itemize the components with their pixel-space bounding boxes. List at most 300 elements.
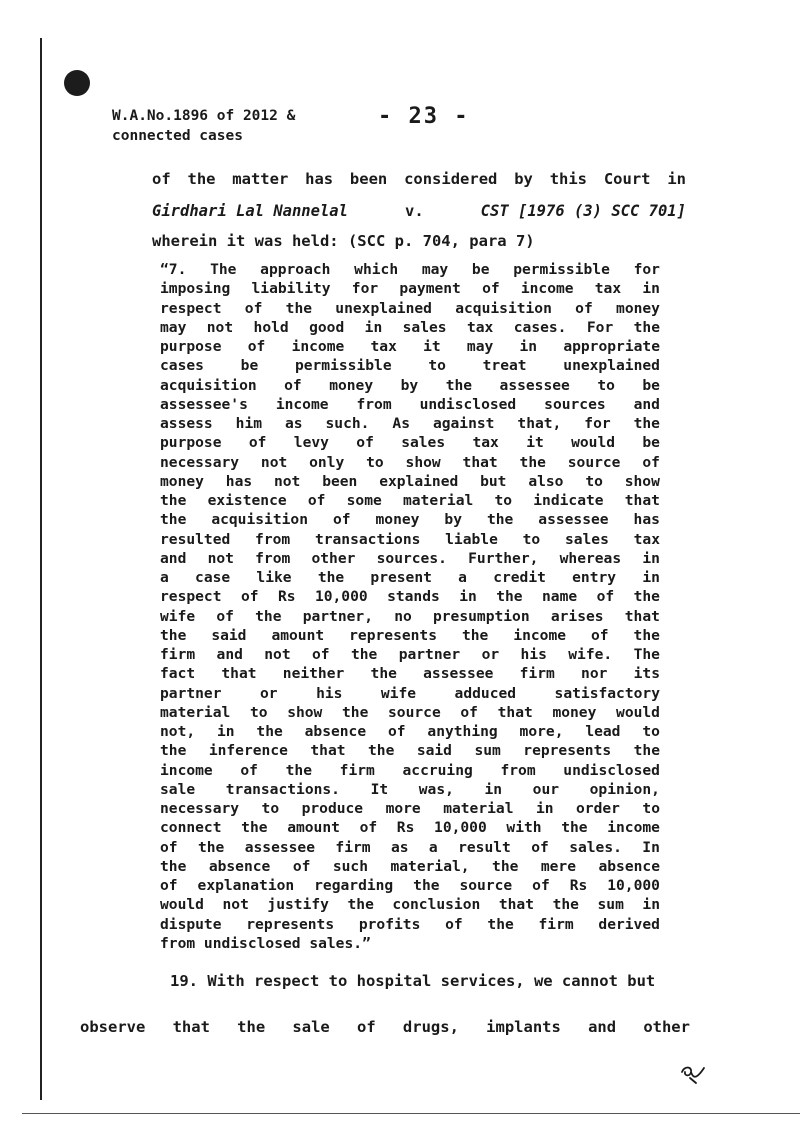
quote-word: stands (387, 588, 440, 606)
quote-word: represents (349, 626, 438, 644)
quote-word: partner (160, 684, 222, 702)
quote-word: permissible (513, 261, 610, 278)
quote-word: source (459, 877, 513, 894)
quote-word: also (528, 472, 564, 490)
quote-word: absence (598, 857, 660, 875)
quote-word: in (642, 280, 660, 298)
quote-word: like (256, 569, 292, 586)
quote-word: of (307, 492, 326, 509)
quote-word: show (624, 472, 660, 490)
quote-word: the (445, 376, 473, 394)
quote-line (160, 838, 660, 857)
quote-word: by (444, 511, 462, 529)
quote-word: which (354, 261, 399, 278)
quote-line (160, 395, 660, 414)
quote-line (160, 414, 660, 433)
quote-word: entry (572, 569, 617, 586)
quote-word: existence (207, 492, 287, 509)
quote-word: more, (519, 723, 564, 740)
case-reference (112, 106, 295, 146)
quote-word: accruing (402, 761, 473, 779)
quote-word: the (633, 742, 660, 760)
quote-word: from (255, 530, 291, 548)
quote-word: undisclosed (563, 761, 660, 779)
quote-word: income (513, 626, 567, 644)
quote-word: firm (335, 838, 371, 856)
quote-word: the (255, 607, 282, 625)
quote-word: justify (267, 896, 329, 914)
quote-word: income (160, 761, 213, 779)
para-word: observe (80, 1018, 146, 1036)
quote-word: cases (160, 357, 204, 375)
quote-word: to (249, 703, 268, 721)
quote-word: not, (160, 723, 196, 740)
quote-word: the (160, 742, 187, 760)
quote-word: profits (358, 915, 421, 933)
quote-word: that (310, 742, 346, 760)
quote-word: sale (160, 780, 196, 798)
quote-word: in (642, 549, 660, 567)
quote-word: to (642, 800, 660, 817)
quote-word: tax (472, 434, 499, 452)
quote-word: indicate (533, 492, 604, 509)
quote-word: income (291, 338, 345, 355)
intro-line-1 (152, 170, 686, 196)
quote-word: in (535, 800, 554, 817)
quote-word: represents (246, 915, 335, 933)
quote-word: not (207, 549, 234, 567)
quote-word: money (616, 299, 660, 317)
quote-word: but (480, 472, 507, 490)
quote-line (160, 799, 660, 818)
quote-word: only (309, 453, 345, 471)
quote-word: of (575, 299, 593, 317)
quote-word: assessee (423, 665, 494, 683)
quote-word: the (368, 742, 395, 760)
quote-word: to (585, 472, 603, 490)
quote-word: unexplained (335, 299, 432, 317)
para-word: drugs, (402, 1018, 459, 1036)
quote-word: acquisition (455, 299, 552, 317)
quote-word: Rs (569, 877, 588, 894)
quote-word: the (241, 819, 268, 837)
quote-word: of (359, 819, 378, 837)
quote-word: permissible (294, 357, 392, 375)
quote-word: money (160, 472, 204, 490)
quote-line (160, 376, 660, 395)
quote-word: firm (519, 665, 555, 683)
quote-word: partner (398, 646, 461, 663)
quote-word: wife (380, 684, 417, 702)
quote-word: represents (523, 742, 612, 760)
quote-word: whereas (559, 549, 622, 567)
intro-line-3 (152, 232, 686, 258)
quote-word: or (260, 684, 278, 702)
quote-word: be (642, 376, 660, 394)
quote-word: that (497, 703, 533, 721)
quote-line (160, 722, 660, 741)
page-number: - 23 - (378, 104, 470, 129)
quote-word: would (571, 434, 616, 452)
quote-word: the (487, 915, 514, 933)
quote-line (160, 857, 660, 876)
quote-word: him (235, 415, 263, 432)
quote-word: the (413, 877, 440, 894)
quote-word: such (332, 857, 369, 875)
quote-line (160, 607, 660, 626)
quote-word: in (642, 569, 660, 586)
quote-word: the (160, 857, 187, 875)
quote-word: not (273, 472, 301, 490)
quote-word: to (494, 492, 513, 509)
quote-word: as (284, 415, 303, 432)
quote-word: from (255, 549, 291, 567)
quote-word: credit (493, 569, 546, 586)
quote-word: source (567, 453, 621, 471)
quote-word: the (197, 838, 225, 856)
quote-word: in (217, 723, 235, 740)
paragraph-19-line-2 (80, 1018, 690, 1036)
quote-line (160, 260, 660, 279)
quote-word: “7. (160, 261, 187, 278)
quote-word: no (394, 607, 412, 625)
quote-line (160, 568, 660, 587)
quote-word: the (633, 588, 660, 606)
quote-intro: wherein it was held: (SCC p. 704, para 7) (152, 232, 535, 250)
quote-word: firm (339, 761, 375, 779)
quote-word: sales. (569, 838, 622, 856)
quote-word: the (350, 646, 378, 663)
quote-line (160, 587, 660, 606)
quote-word: the (552, 896, 579, 914)
quote-word: of (312, 646, 330, 663)
quote-word: acquisition (211, 511, 308, 529)
quote-word: purpose (160, 338, 222, 355)
quote-word: absence (208, 857, 271, 875)
quote-word: to (597, 376, 615, 394)
quote-word: and (216, 646, 243, 663)
quote-word: by (400, 376, 419, 394)
quote-word: in (642, 896, 660, 914)
quote-word: of (160, 838, 178, 856)
quote-word: from (160, 934, 196, 952)
quote-line (160, 318, 660, 337)
quote-word: sales (402, 318, 447, 336)
quote-word: liability (251, 280, 331, 298)
quote-word: more (385, 800, 421, 817)
quote-word: for (351, 280, 379, 298)
paragraph-19-line-1: 19. With respect to hospital services, we cannot but (170, 972, 656, 990)
quote-word: the (160, 492, 187, 509)
quote-word: said (211, 626, 247, 644)
quote-word: not (260, 453, 288, 471)
quote-word: may (466, 338, 494, 355)
quote-word: presumption (432, 607, 530, 625)
quote-word: show (405, 453, 441, 471)
quote-line (160, 491, 660, 510)
quote-word: the (160, 626, 187, 644)
quote-word: that (221, 665, 257, 683)
quote-word: for (584, 415, 611, 432)
quote-word: to (642, 723, 660, 740)
quote-word: that (498, 896, 535, 914)
para-word: implants (486, 1018, 561, 1036)
quote-word: connect (160, 819, 222, 837)
quote-word: wife. (568, 646, 613, 663)
quote-word: sum (474, 742, 501, 760)
punch-hole (64, 70, 90, 96)
quote-line (160, 703, 660, 722)
intro-word: been (349, 170, 388, 188)
quote-line (160, 761, 660, 780)
quote-word: material, (390, 857, 470, 875)
quote-word: tax (594, 280, 622, 298)
quote-word: In (642, 838, 660, 856)
quote-word: be (240, 357, 259, 375)
para-word: sale (292, 1018, 330, 1036)
quote-word: assessee (538, 511, 609, 529)
quote-word: of (596, 588, 615, 606)
quote-word: resulted (160, 530, 231, 548)
quote-word: material (402, 492, 474, 509)
quote-word: mere (540, 857, 577, 875)
quote-word: was, (418, 780, 454, 798)
quote-word: produce (301, 800, 364, 817)
quote-line (160, 337, 660, 356)
quote-word: levy (293, 434, 329, 452)
quote-word: a (458, 569, 467, 586)
quote-word: sales.” (309, 934, 371, 952)
intro-word: by (514, 170, 533, 188)
quote-word: 10,000 (607, 877, 660, 894)
quote-word: anything (427, 723, 498, 740)
quote-word: and (633, 395, 660, 413)
quote-word: the (561, 819, 588, 837)
quote-word: be (642, 434, 660, 452)
quote-word: be (471, 261, 490, 278)
quote-word: assessee (244, 838, 316, 856)
quote-word: would (616, 703, 660, 721)
quote-word: the (633, 318, 660, 336)
quote-line (160, 356, 660, 375)
quote-line (160, 645, 660, 664)
quote-line (160, 453, 660, 472)
quote-line (160, 279, 660, 298)
quote-word: of (284, 376, 302, 394)
quote-word: the (633, 626, 660, 644)
quote-word: of (445, 915, 463, 933)
quote-word: to (522, 530, 541, 548)
quote-word: the (486, 511, 514, 529)
quote-word: been (322, 472, 358, 490)
quote-word: Rs (396, 819, 415, 837)
quote-word: respect (160, 588, 222, 606)
quote-word: opinion, (589, 780, 660, 798)
quote-word: amount (271, 626, 325, 644)
quote-line (160, 876, 660, 895)
quote-word: his (316, 684, 343, 702)
quote-word: of (244, 299, 263, 317)
quote-word: 10,000 (434, 819, 487, 837)
intro-line-2 (152, 202, 686, 228)
quote-word: tax (633, 530, 660, 548)
quote-word: said (416, 742, 452, 760)
quote-word: assessee's (160, 395, 248, 413)
quote-word: The (633, 646, 660, 663)
para-word: and (588, 1018, 617, 1036)
quote-word: of (532, 877, 550, 894)
quote-word: respect (160, 299, 222, 317)
quote-word: regarding (314, 877, 394, 894)
quote-word: cases. (513, 318, 567, 336)
quote-line (160, 626, 660, 645)
quote-word: payment (399, 280, 461, 298)
quote-word: of (332, 511, 351, 529)
quote-word: to (261, 800, 280, 817)
quote-word: show (287, 703, 323, 721)
quote-word: arises (550, 607, 604, 625)
quote-word: of (240, 761, 258, 779)
quote-word: the (160, 511, 187, 529)
quote-line (160, 664, 660, 683)
quote-word: may (421, 261, 449, 278)
quote-word: undisclosed (203, 934, 301, 952)
quote-word: inference (208, 742, 288, 760)
quote-word: of (387, 723, 406, 740)
quote-word: liable (445, 530, 498, 548)
quote-word: against (432, 415, 495, 432)
quote-word: his (520, 646, 547, 663)
quote-word: of (531, 838, 549, 856)
quote-word: absence (304, 723, 367, 740)
block-quote (160, 260, 660, 953)
quote-word: money (375, 511, 420, 529)
para-word: other (643, 1018, 690, 1036)
quote-word: purpose (160, 434, 222, 452)
quote-word: sources (544, 395, 606, 413)
quote-word: for (633, 261, 660, 278)
intro-word: considered (404, 170, 498, 188)
quote-word: good (309, 318, 345, 336)
quote-word: our (532, 780, 560, 798)
quote-word: explained (379, 472, 459, 490)
quote-word: For (586, 318, 614, 336)
para-word: that (172, 1018, 210, 1036)
quote-line (160, 741, 660, 760)
quote-word: dispute (160, 915, 222, 933)
quote-word: undisclosed (419, 395, 517, 413)
quote-word: approach (260, 261, 331, 278)
quote-word: material (160, 703, 231, 721)
quote-word: as (390, 838, 409, 856)
quote-word: the (285, 299, 313, 317)
quote-word: appropriate (563, 338, 660, 355)
quote-word: of (482, 280, 500, 298)
quote-word: partner, (302, 607, 373, 625)
para-word: the (237, 1018, 266, 1036)
quote-word: the (633, 415, 660, 432)
quote-word: or (481, 646, 500, 663)
quote-word: a (160, 569, 169, 586)
quote-word: the (347, 896, 374, 914)
quote-word: sales (401, 434, 446, 452)
quote-word: firm (160, 646, 196, 663)
quote-word: unexplained (563, 357, 660, 375)
quote-word: of (240, 588, 259, 606)
quote-word: present (370, 569, 432, 586)
quote-word: in (364, 318, 383, 336)
quote-word: to (366, 453, 384, 471)
quote-word: not (222, 896, 249, 914)
initials-mark (676, 1062, 708, 1086)
intro-word: in (667, 170, 686, 188)
quote-word: imposing (160, 280, 231, 298)
quote-word: explanation (197, 877, 295, 894)
quote-line (160, 895, 660, 914)
quote-word: the (519, 453, 546, 471)
quote-word: the (492, 857, 519, 875)
quote-line (160, 915, 660, 934)
quote-word: transactions. (225, 780, 340, 798)
quote-word: income (607, 819, 660, 837)
quote-word: the (496, 588, 523, 606)
quote-word: has (633, 511, 660, 529)
quote-word: hold (253, 318, 289, 336)
quote-word: satisfactory (554, 684, 660, 702)
quote-word: acquisition (160, 376, 257, 394)
intro-word: this (549, 170, 588, 188)
quote-line (160, 299, 660, 318)
quote-word: a (428, 838, 438, 856)
quote-word: wife (160, 607, 196, 625)
para-word: of (356, 1018, 376, 1036)
quote-word: that, (517, 415, 562, 432)
quote-word: from (500, 761, 536, 779)
quote-word: conclusion (392, 896, 481, 914)
quote-word: amount (287, 819, 340, 837)
quote-line (160, 684, 660, 703)
quote-word: in (519, 338, 538, 355)
quote-word: of (247, 338, 266, 355)
quote-word: Rs (277, 588, 296, 606)
quote-word: adduced (454, 684, 517, 702)
connected-cases-label: connected cases (112, 128, 243, 144)
quote-word: case (195, 569, 231, 586)
quote-word: It (370, 780, 389, 798)
quote-word: of (248, 434, 267, 452)
intro-word: the (187, 170, 216, 188)
quote-word: name (542, 588, 578, 606)
quote-line (160, 472, 660, 491)
quote-word: the (256, 723, 283, 740)
quote-word: that (462, 453, 498, 471)
quote-word: the (285, 761, 312, 779)
quote-word: material (443, 800, 514, 817)
quote-word: tax (370, 338, 397, 355)
quote-word: neither (282, 665, 345, 683)
quote-word: the (461, 626, 489, 644)
quote-word: of (460, 703, 478, 721)
quote-word: not (206, 318, 234, 336)
versus-text: v. (404, 202, 424, 220)
quote-word: the (370, 665, 397, 683)
quote-word: necessary (160, 800, 240, 817)
quote-word: it (423, 338, 441, 355)
quote-word: of (160, 877, 178, 894)
quote-word: treat (482, 357, 527, 375)
quote-word: has (225, 472, 253, 490)
quote-word: fact (160, 665, 196, 683)
